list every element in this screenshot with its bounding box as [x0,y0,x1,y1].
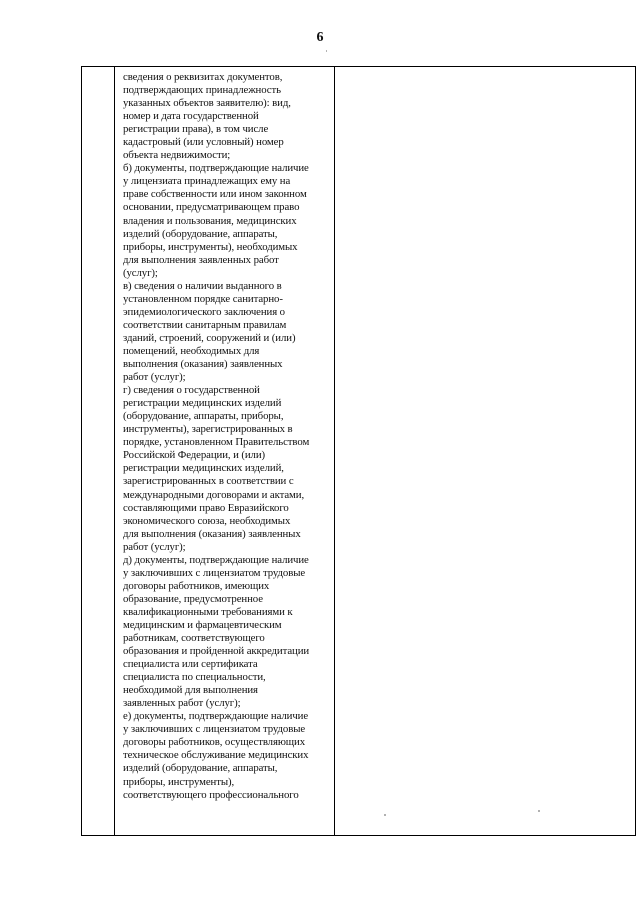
cell-text-line: соответствии санитарным правилам [123,318,287,331]
cell-text-line: у лицензиата принадлежащих ему на [123,175,291,188]
cell-text-line: эпидемиологического заключения о [123,305,285,318]
cell-text-line: техническое обслуживание медицинских [123,749,309,762]
cell-text-line: изделий (оборудование, аппараты, [123,227,278,240]
cell-text-line: сведения о реквизитах документов, [123,71,283,83]
scan-speck [538,810,540,812]
cell-text-line: составляющими право Евразийского [123,501,289,514]
cell-text-line: в) сведения о наличии выданного в [123,279,282,292]
cell-text-line: б) документы, подтверждающие наличие [123,162,309,175]
cell-text-line: у заключивших с лицензиатом трудовые [123,566,306,579]
cell-text-line: установленном порядке санитарно- [123,292,283,305]
cell-text-line: для выполнения заявленных работ [123,253,279,266]
cell-text-line: образования и пройденной аккредитации [123,645,310,658]
cell-text-line: договоры работников, имеющих [123,579,270,592]
cell-text-line: образование, предусмотренное [123,592,263,605]
cell-text-line: специалиста или сертификата [123,658,258,671]
cell-text-line: специалиста по специальности, [123,671,266,684]
cell-text-line: порядке, установленном Правительством [123,436,310,449]
cell-text-line: е) документы, подтверждающие наличие [123,710,309,723]
cell-text-line: медицинским и фармацевтическим [123,618,282,631]
cell-text-line: у заключивших с лицензиатом трудовые [123,723,306,736]
cell-text-line: соответствующего профессионального [123,788,299,801]
table-column-number [82,67,115,835]
cell-text-line: Российской Федерации, и (или) [123,449,266,462]
requirements-table [81,66,636,836]
cell-text-line: праве собственности или ином законном [123,188,307,201]
table-column-text [115,67,335,835]
cell-text-line: приборы, инструменты), необходимых [123,240,298,253]
cell-text-line: (услуг); [123,266,158,279]
cell-text-line: договоры работников, осуществляющих [123,736,305,749]
cell-text-line: владения и пользования, медицинских [123,214,297,227]
cell-text-line: экономического союза, необходимых [123,514,291,527]
cell-text-line: д) документы, подтверждающие наличие [123,553,309,566]
cell-text-line: регистрации медицинских изделий, [123,462,284,475]
cell-text-line: г) сведения о государственной [123,384,260,397]
cell-text-line: работ (услуг); [123,540,186,553]
table-column-empty [335,67,635,835]
scan-speck [384,814,386,816]
cell-text-line: приборы, инструменты), [123,775,235,788]
cell-text-line: подтверждающих принадлежность [123,84,281,97]
cell-text-line: работникам, соответствующего [123,632,265,645]
cell-text-line: заявленных работ (услуг); [123,697,241,710]
cell-text-line: необходимой для выполнения [123,684,258,697]
cell-text-line: кадастровый (или условный) номер [123,136,284,149]
cell-text-line: работ (услуг); [123,371,186,384]
cell-text-line: выполнения (оказания) заявленных [123,358,283,371]
cell-text-line: (оборудование, аппараты, приборы, [123,410,284,423]
cell-text-line: регистрации права), в том числе [123,123,269,136]
cell-text-line: помещений, необходимых для [123,344,260,357]
cell-text-line: международными договорами и актами, [123,488,305,501]
cell-text-line: квалификационными требованиями к [123,605,293,618]
cell-text-line: основании, предусматривающем право [123,201,300,214]
cell-text-line: номер и дата государственной [123,110,259,123]
cell-text-line: для выполнения (оказания) заявленных [123,527,301,540]
cell-text-line: инструменты), зарегистрированных в [123,423,293,436]
cell-text-line: изделий (оборудование, аппараты, [123,762,278,775]
cell-text-line: объекта недвижимости; [123,149,231,162]
cell-text-line: зданий, строений, сооружений и (или) [123,331,296,344]
scan-speck [326,50,327,52]
page-number: 6 [316,30,324,45]
cell-text-line: зарегистрированных в соответствии с [123,475,294,488]
cell-text-line: регистрации медицинских изделий [123,397,282,410]
cell-text-line: указанных объектов заявителю): вид, [123,97,291,110]
